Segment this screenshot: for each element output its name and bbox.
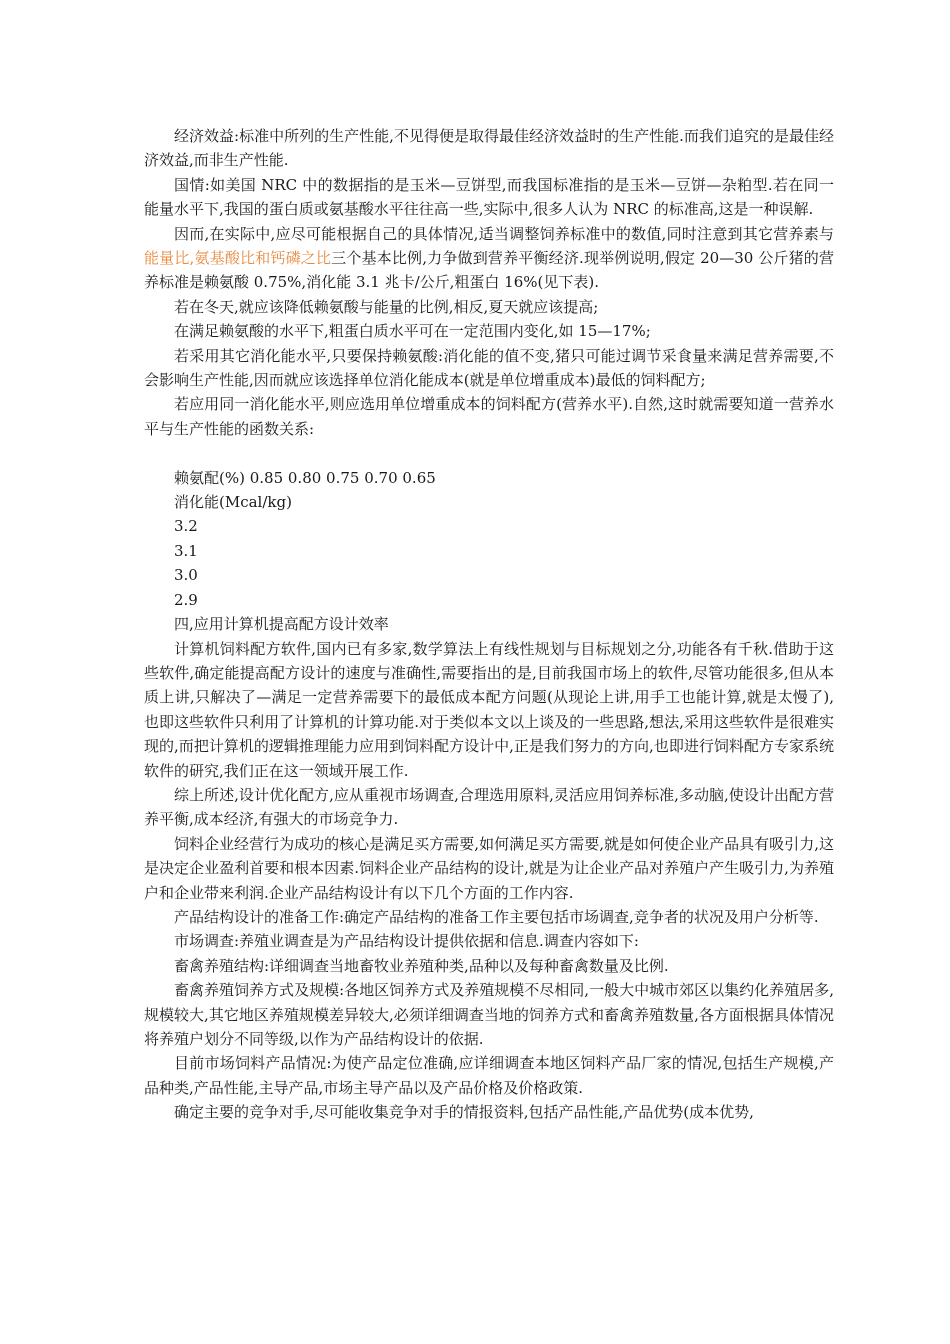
paragraph-breeding-scale: 畜禽养殖饲养方式及规模:各地区饲养方式及养殖规模不尽相同,一般大中城市郊区以集约化养殖居多,规模较大,其它地区养殖规模差异较大,必须详细调查当地的饲养方式和畜禽养殖数量,各方面根据具体情况将养殖户划分不同等级,以作为产品结构设计的依据. [144,981,834,1049]
paragraph-preparation: 产品结构设计的准备工作:确定产品结构的准备工作主要包括市场调查,竞争者的状况及用户分析等. [174,907,819,926]
paragraph-competitors: 确定主要的竞争对手,尽可能收集竞争对手的情报资料,包括产品性能,产品优势(成本优势, [174,1103,754,1122]
table-value: 3.0 [174,566,198,585]
paragraph-computer-software: 计算机饲料配方软件,国内已有多家,数学算法上有线性规划与目标规划之分,功能各有千秋.借助于这些软件,确定能提高配方设计的速度与准确性,需要指出的是,目前我国市场上的软件,尽管功能很多,但从本质上讲,只解决了—满足一定营养需要下的最低成本配方问题(从现论上讲,用手工也能计算,就是太慢了),也即这些软件只利用了计算机的计算功能.对于类似本文以上谈及的一些思路,想法,采用这些软件是很难实现的,而把计算机的逻辑推理能力应用到饲料配方设计中,正是我们努力的方向,也即进行饲料配方专家系统软件的研究,我们正在这一领域开展工作. [144,639,834,780]
paragraph-market-products: 目前市场饲料产品情况:为使产品定位准确,应详细调查本地区饲料产品厂家的情况,包括生产规模,产品种类,产品性能,主导产品,市场主导产品以及产品价格及价格政策. [144,1054,834,1097]
paragraph-winter: 若在冬天,就应该降低赖氨酸与能量的比例,相反,夏天就应该提高; [174,297,599,316]
table-value: 3.2 [174,517,198,536]
table-value: 2.9 [174,590,198,609]
section-heading: 四,应用计算机提高配方设计效率 [174,615,389,634]
blank-line [144,441,834,465]
paragraph-enterprise-core: 饲料企业经营行为成功的核心是满足买方需要,如何满足买方需要,就是如何使企业产品具有吸引力,这是决定企业盈利首要和根本因素.饲料企业产品结构的设计,就是为让企业产品对养殖户产生吸引力,为养殖户和企业带来利润.企业产品结构设计有以下几个方面的工作内容. [144,834,834,902]
paragraph-market-survey: 市场调查:养殖业调查是为产品结构设计提供依据和信息.调查内容如下: [174,932,639,951]
paragraph-national-conditions: 国情:如美国 NRC 中的数据指的是玉米—豆饼型,而我国标准指的是玉米—豆饼—杂粕型.若在同一能量水平下,我国的蛋白质或氨基酸水平往往高一些,实际中,很多人认为 NRC 的标准高,这是一种误解. [144,175,834,219]
highlighted-link-text[interactable]: 能量比,氨基酸比和钙磷之比 [144,249,332,268]
paragraph-lysine-level: 在满足赖氨酸的水平下,粗蛋白质水平可在一定范围内变化,如 15—17%; [174,322,651,341]
paragraph-text: 因而,在实际中,应尽可能根据自己的具体情况,适当调整饲养标准中的数值,同时注意到其它营养素与 [174,224,834,243]
paragraph-text: 三个基本比例,力争做到营养平衡经济.现举例说明,假定 20—30 公斤猪的营养标准是赖氨酸 0.75%,消化能 3.1 兆卡/公斤,粗蛋白 16%(见下表). [144,249,834,292]
paragraph-other-energy: 若采用其它消化能水平,只要保持赖氨酸:消化能的值不变,猪只可能过调节采食量来满足营养需要,不会影响生产性能,因而就应该选择单位消化能成本(就是单位增重成本)最低的饲料配方; [144,346,834,390]
paragraph-summary: 综上所述,设计优化配方,应从重视市场调查,合理选用原料,灵活应用饲养标准,多动脑,使设计出配方营养平衡,成本经济,有强大的市场竞争力. [144,785,834,829]
paragraph-breeding-structure: 畜禽养殖结构:详细调查当地畜牧业养殖种类,品种以及每种畜禽数量及比例. [174,956,669,975]
table-row-lysine: 赖氨配(%) 0.85 0.80 0.75 0.70 0.65 [174,468,436,487]
table-row-energy-header: 消化能(Mcal/kg) [174,493,292,512]
table-value: 3.1 [174,541,198,560]
document-body [144,124,834,1125]
paragraph-economic-benefit: 经济效益:标准中所列的生产性能,不见得便是取得最佳经济效益时的生产性能.而我们追究的是最佳经济效益,而非生产性能. [144,127,834,170]
paragraph-adjust-standards [144,222,834,295]
paragraph-same-energy: 若应用同一消化能水平,则应选用单位增重成本的饲料配方(营养水平).自然,这时就需要知道一营养水平与生产性能的函数关系: [144,395,834,438]
